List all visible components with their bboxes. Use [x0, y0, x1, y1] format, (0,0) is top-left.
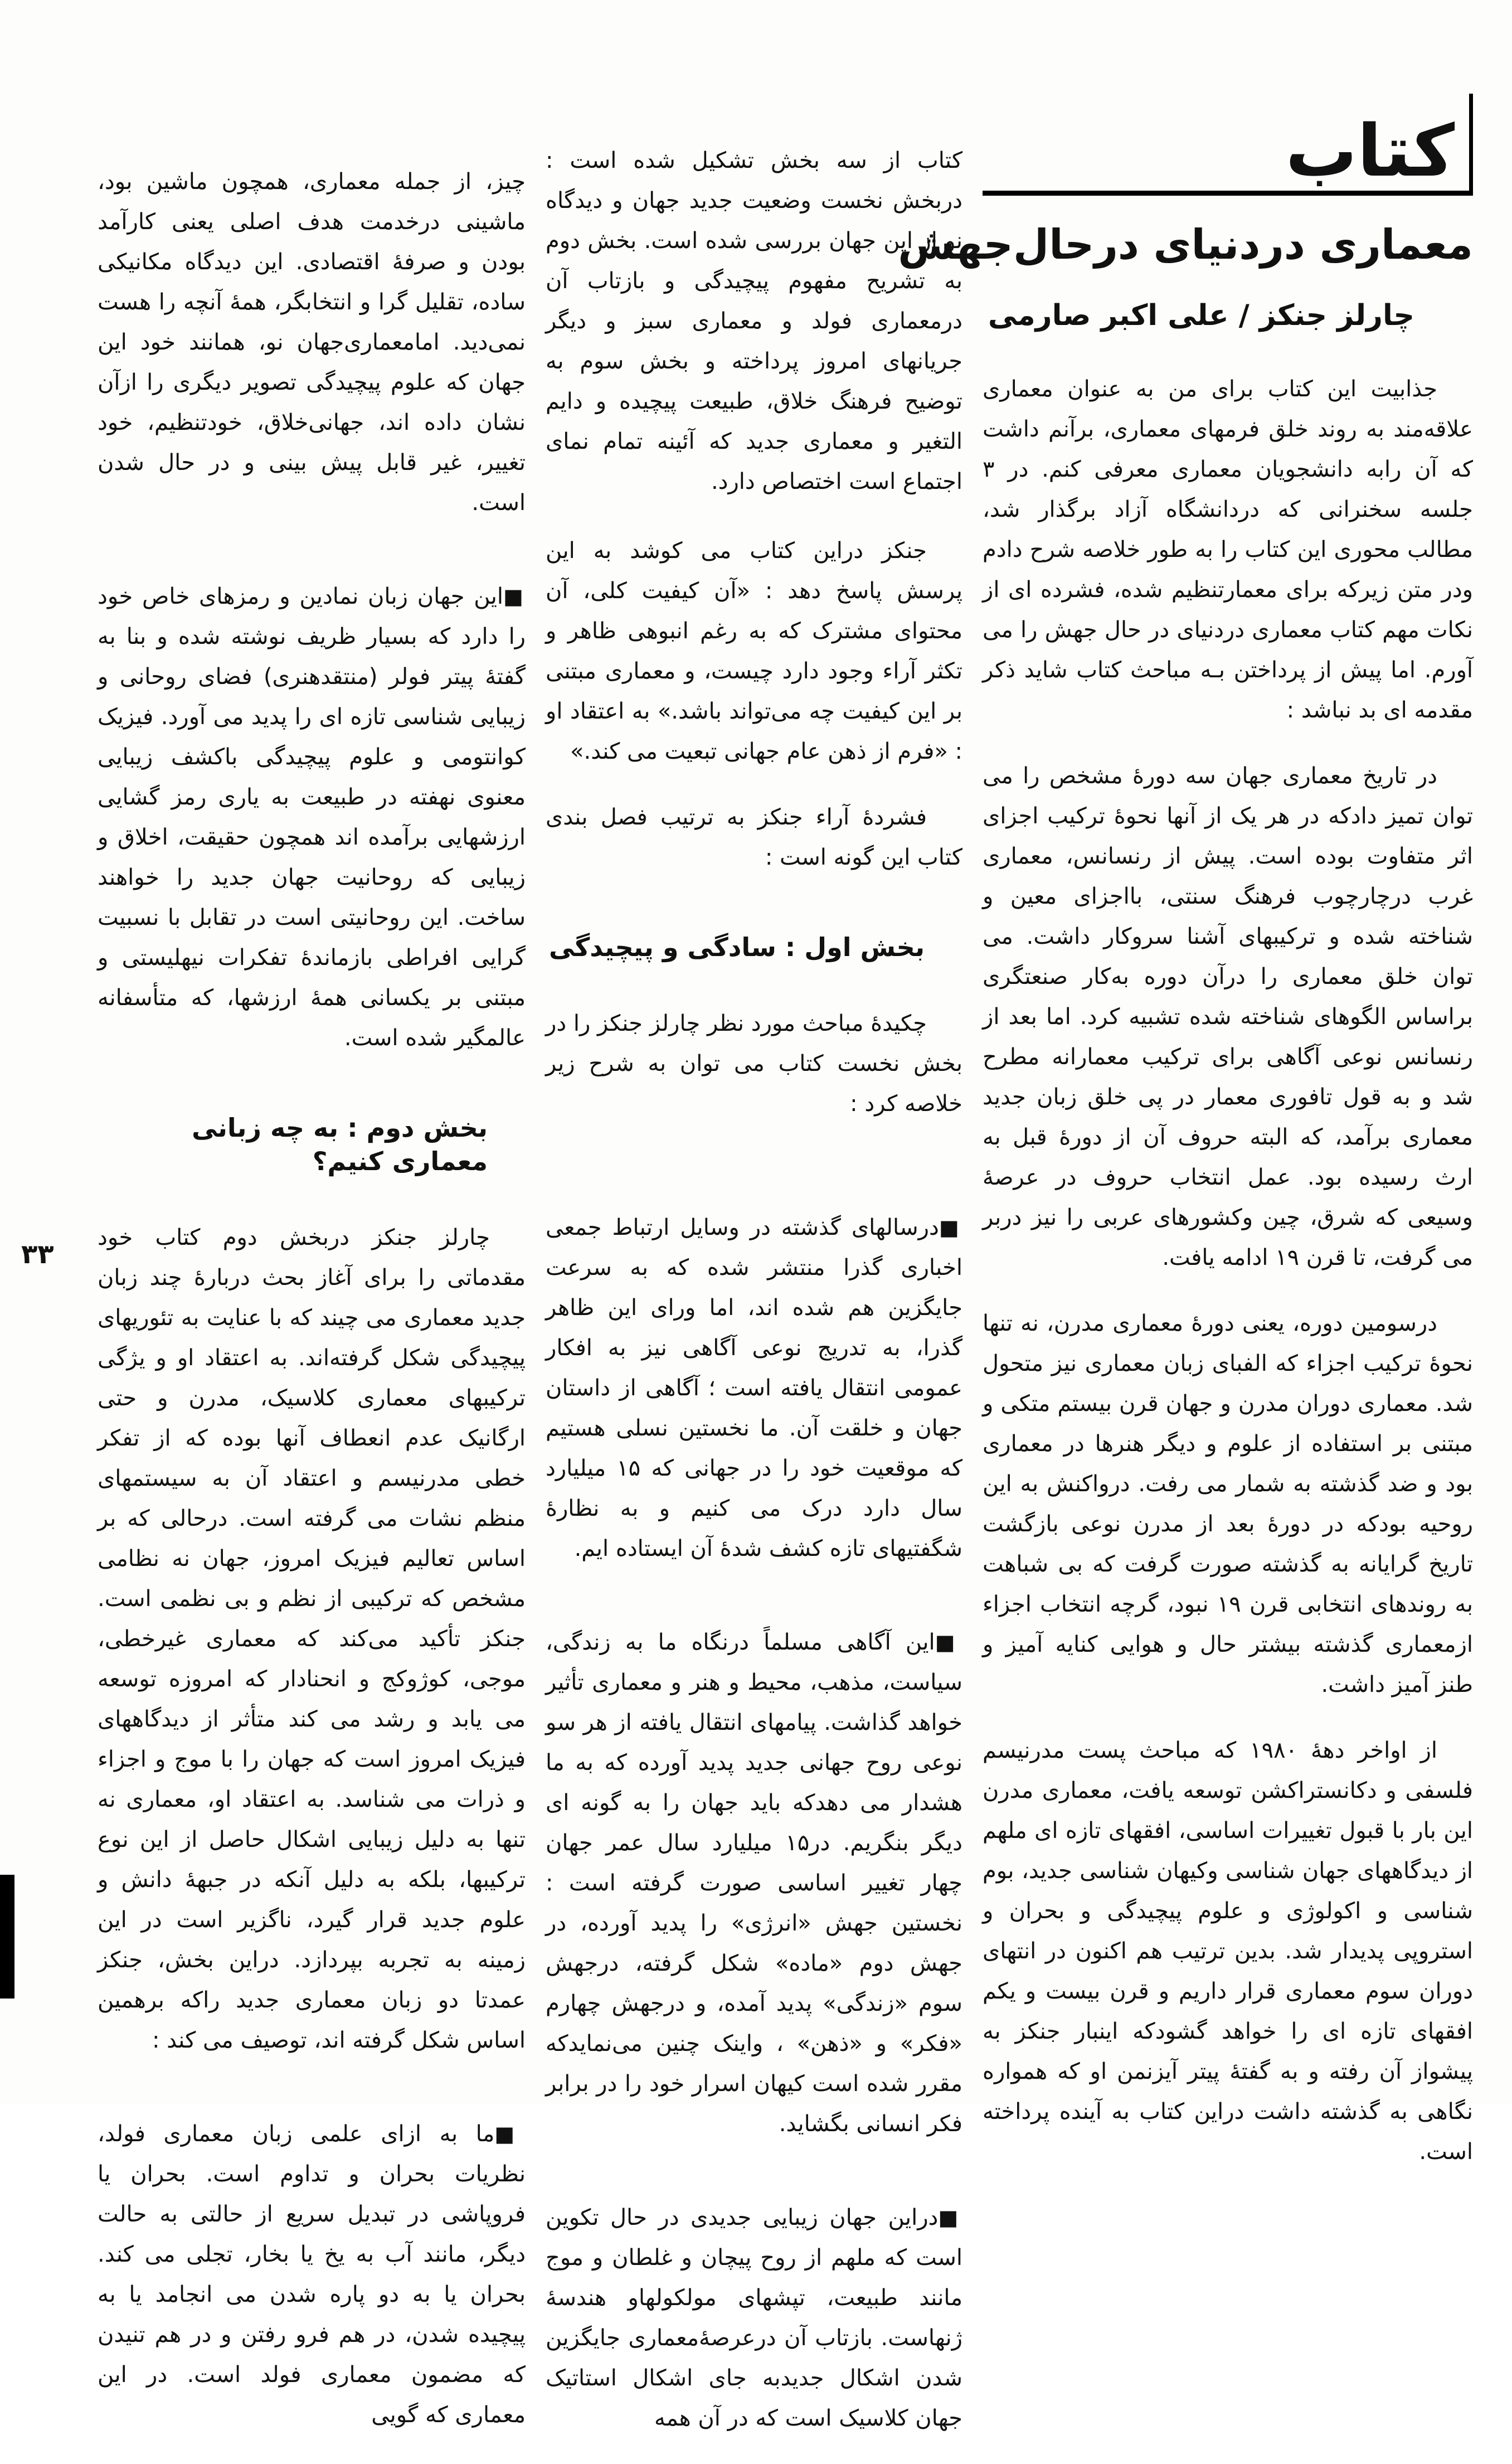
bulleted-paragraph [98, 2114, 526, 2435]
bulleted-paragraph [98, 576, 526, 1058]
column-right [898, 0, 1474, 2464]
bulleted-paragraph [546, 2198, 962, 2438]
paragraph-text: دراین جهان زیبایی جدیدی در حال تکوین است که ملهم از روح پیچان و غلطان و موج مانند طبیعت، تپشهای مولکولهاو هندسهٔ ژنهاست. بازتاب آن درعرصهٔ‌معماری جایگزین شدن اشکال جدیدبه جای اشکال استاتیک جهان کلاسیک است که در آن همه [546, 2204, 962, 2431]
paragraph: فشردهٔ آراء جنکز به ترتیب فصل بندی کتاب این گونه است : [546, 804, 962, 870]
section-label: کتاب [1285, 110, 1455, 193]
paragraph: چارلز جنکز دربخش دوم کتاب خود مقدماتی را برای آغاز بحث دربارهٔ چند زبان جدید معماری می چیند که با عنایت به تئوریهای پیچیدگی شکل گرفته‌اند. به اعتقاد او و یژگی ترکیبهای معماری کلاسیک، مدرن و حتی ارگانیک عدم انعطاف آنها بوده که از تفکر خطی مدرنیسم و اعتقاد آن به سیستمهای منظم نشات می گرفته است. درحالی که بر اساس تعالیم فیزیک امروز، جهان نه نظامی مشخص که ترکیبی از نظم و بی نظمی است. جنکز تأکید می‌کند که معماری غیرخطی، موجی، کوژوکج و انحنادار که امروزه توسعه می یابد و رشد می کند متأثر از دیدگاههای فیزیک امروز است که جهان را با موج و اجزاء و ذرات می شناسد. به اعتقاد او، معماری نه تنها به دلیل زیبایی اشکال حاصل از این نوع ترکیبها، بلکه به دلیل آنکه در جبههٔ دانش و علوم جدید قرار گیرد، ناگزیر است در این زمینه به تجربه بپردازد. دراین بخش، جنکز عمدتا دو زبان معماری جدید راکه برهمین اساس شکل گرفته اند، توصیف می کند : [98, 1224, 526, 2053]
paragraph-text: ما به ازای علمی زبان معماری فولد، نظریات بحران و تداوم است. بحران یا فروپاشی در تبدیل سریع از حالتی به حالت دیگر، مانند آب به یخ یا بخار، تجلی می کند. بحران یا به دو پاره شدن می انجامد یا به پیچیده شدن، در هم فرو رفتن و در هم تنیدن که مضمون معماری فولد است. در این معماری که گویی [98, 2121, 526, 2428]
bulleted-paragraph [546, 1207, 962, 1569]
paragraph: در تاریخ معماری جهان سه دورهٔ مشخص را می توان تمیز دادکه در هر یک از آنها نحوهٔ ترکیب اجزای اثر متفاوت بوده است. پیش از رنسانس، معماری غرب درچارچوب فرهنگ سنتی، بااجزای معین و شناخته شده و ترکیبهای آشنا سروکار داشت. می توان خلق معماری را درآن دوره به‌کار صنعتگری براساس الگوهای شناخته شده تشبیه کرد. اما بعد از رنسانس نوعی آگاهی برای ترکیب معمارانه مطرح شد و به قول تافوری معمار در پی خلق زبان جدید معماری برآمد، که البته حروف آن از دورهٔ قبل به ارث رسیده بود. عمل انتخاب حروف در عرصهٔ وسیعی که شرق، چین وکشورهای عربی را نیز دربر می گرفت، تا قرن ۱۹ ادامه یافت. [983, 763, 1473, 1271]
section-label-box [983, 94, 1473, 196]
column-left [98, 0, 526, 2464]
spine-mark [0, 1875, 14, 1999]
section-heading-part2: بخش دوم : به چه زبانی معماری کنیم؟ [192, 1113, 488, 1176]
square-bullet-icon: ■ [494, 2121, 526, 2146]
paragraph-continuation: چیز، از جمله معماری، همچون ماشین بود، ماشینی درخدمت هدف اصلی یعنی کارآمد بودن و صرفهٔ اقتصادی. این دیدگاه مکانیکی ساده، تقلیل گرا و انتخابگر، همهٔ آنچه را هست نمی‌دید. امامعماری‌جهان نو، همانند خود این جهان که علوم پیچیدگی تصویر دیگری را ازآن نشان داده اند، جهانی‌خلاق، خودتنظیم، خود تغییر، غیر قابل پیش بینی و در حال شدن است. [98, 169, 526, 516]
section-heading-part1: بخش اول : سادگی و پیچیدگی [548, 932, 925, 962]
paragraph-text: این آگاهی مسلماً درنگاه ما به زندگی، سیاست، مذهب، محیط و هنر و معماری تأثیر خواهد گذاشت. پیامهای انتقال یافته از هر سو نوعی روح جهانی جدید پدید آورده که به ما هشدار می دهدکه باید جهان را به گونه ای دیگر بنگریم. در۱۵ میلیارد سال عمر جهان چهار تغییر اساسی صورت گرفته است : نخستین جهش «انرژی» را پدید آورده، در جهش دوم «ماده» شکل گرفته، درجهش سوم «زندگی» پدید آمده، و درجهش چهارم «فکر» و «ذهن» ، واینک چنین می‌نمایدکه مقرر شده است کیهان اسرار خود را در برابر فکر انسانی بگشاید. [546, 1629, 962, 2137]
paragraph: درسومین دوره، یعنی دورهٔ معماری مدرن، نه تنها نحوهٔ ترکیب اجزاء که الفبای زبان معماری نیز متحول شد. معماری دوران مدرن و جهان قرن بیستم متکی و مبتنی بر استفاده از علوم و دیگر هنرها در معماری بود و ضد گذشته به شمار می رفت. درواکنش به این روحیه بودکه در دورهٔ بعد از مدرن نوعی بازگشت تاریخ گرایانه به گذشته صورت گرفت که بی شباهت به روندهای انتخابی قرن ۱۹ نبود، گرچه انتخاب اجزاء ازمعماری گذشته بیشتر حال و هوایی کنایه آمیز و طنز آمیز داشت. [983, 1311, 1474, 1698]
square-bullet-icon: ■ [935, 1629, 962, 1655]
byline: چارلز جنکز / علی اکبر صارمی [988, 299, 1414, 333]
square-bullet-icon: ■ [939, 1215, 962, 1240]
paragraph: جنکز دراین کتاب می کوشد به این پرسش پاسخ دهد : «آن کیفیت کلی، آن محتوای مشترک که به رغم انبوهی ظاهر و تکثر آراء وجود دارد چیست، و معماری مبتنی بر این کیفیت چه می‌تواند باشد.» به اعتقاد او : «فرم از ذهن عام جهانی تبعیت می کند.» [546, 538, 962, 764]
paragraph-text: درسالهای گذشته در وسایل ارتباط جمعی اخباری گذرا منتشر شده که به سرعت جایگزین هم شده اند، اما ورای این ظاهر گذرا، به تدریج نوعی آگاهی نیز به افکار عمومی انتقال یافته است ؛ آگاهی از داستان جهان و خلقت آن. ما نخستین نسلی هستیم که موقعیت خود را در جهانی که ۱۵ میلیارد سال دارد درک می کنیم و به نظارهٔ شگفتیهای تازه کشف شدهٔ آن ایستاده ایم. [546, 1214, 962, 1561]
paragraph-text: این جهان زبان نمادین و رمزهای خاص خود را دارد که بسیار ظریف نوشته شده و بنا به گفتهٔ پیتر فولر (منتقدهنری) فضای روحانی و زیبایی شناسی تازه ای را پدید می آورد. فیزیک کوانتومی و علوم پیچیدگی باکشف زیبایی معنوی نهفته در طبیعت به یاری رمز گشایی ارزشهایی برآمده اند همچون حقیقت، اخلاق و زیبایی که روحانیت جهان جدید را خواهند ساخت. این روحانیتی است در تقابل با نسبیت گرایی افراطی بازماندهٔ تفکرات نیهلیستی و مبتنی بر یکسانی همهٔ ارزشها، که متأسفانه عالمگیر شده است. [98, 584, 526, 1051]
column-middle [546, 0, 962, 2464]
paragraph: کتاب از سه بخش تشکیل شده است : دربخش نخست وضعیت جدید جهان و دیدگاه نو از این جهان بررسی شده است. بخش دوم به تشریح مفهوم پیچیدگی و بازتاب آن درمعماری فولد و معماری سبز و دیگر جریانهای امروز پرداخته و بخش سوم به توضیح فرهنگ خلاق، طبیعت پیچیده و دایم التغیر و معماری جدید که آئینه تمام نمای اجتماع است اختصاص دارد. [546, 148, 962, 494]
paragraph: جذابیت این کتاب برای من به عنوان معماری علاقه‌مند به روند خلق فرمهای معماری، برآنم داشت که آن رابه دانشجویان معماری معرفی کنم. در ۳ جلسه سخنرانی که دردانشگاه آزاد برگذار شد، مطالب محوری این کتاب را به طور خلاصه شرح دادم ودر متن زیرکه برای معمارتنظیم شده، فشرده ای از نکات مهم کتاب معماری دردنیای در حال جهش را می آورم. اما پیش از پرداختن بـه مباحث کتاب شاید ذکر مقدمه ای بد نباشد : [983, 376, 1473, 724]
square-bullet-icon: ■ [938, 2205, 962, 2230]
bulleted-paragraph [546, 1622, 962, 2144]
page-number: ۳۳ [21, 1239, 54, 1270]
paragraph: چکیدهٔ مباحث مورد نظر چارلز جنکز را در بخش نخست کتاب می توان به شرح زیر خلاصه کرد : [546, 1010, 962, 1117]
square-bullet-icon: ■ [503, 584, 526, 609]
page-title: معماری دردنیای درحال‌جهش [898, 221, 1473, 269]
three-column-layout [77, 0, 1473, 2464]
paragraph: از اواخر دههٔ ۱۹۸۰ که مباحث پست مدرنیسم فلسفی و دکانستراکشن توسعه یافت، معماری مدرن این بار با قبول تغییرات اساسی، افقهای تازه ای ملهم از دیدگاههای جهان شناسی وکیهان شناسی جدید، بوم شناسی و اکولوژی و علوم پیچیدگی و بحران و استروپی پدیدار شد. بدین ترتیب هم اکنون در انتهای دوران سوم معماری قرار داریم و قرن بیست و یکم افقهای تازه ای را خواهد گشودکه اینبار جنکز به پیشواز آن رفته و به گفتهٔ پیتر آیزنمن او که همواره نگاهی به گذشته داشت دراین کتاب به آینده پرداخته است. [983, 1738, 1473, 2165]
